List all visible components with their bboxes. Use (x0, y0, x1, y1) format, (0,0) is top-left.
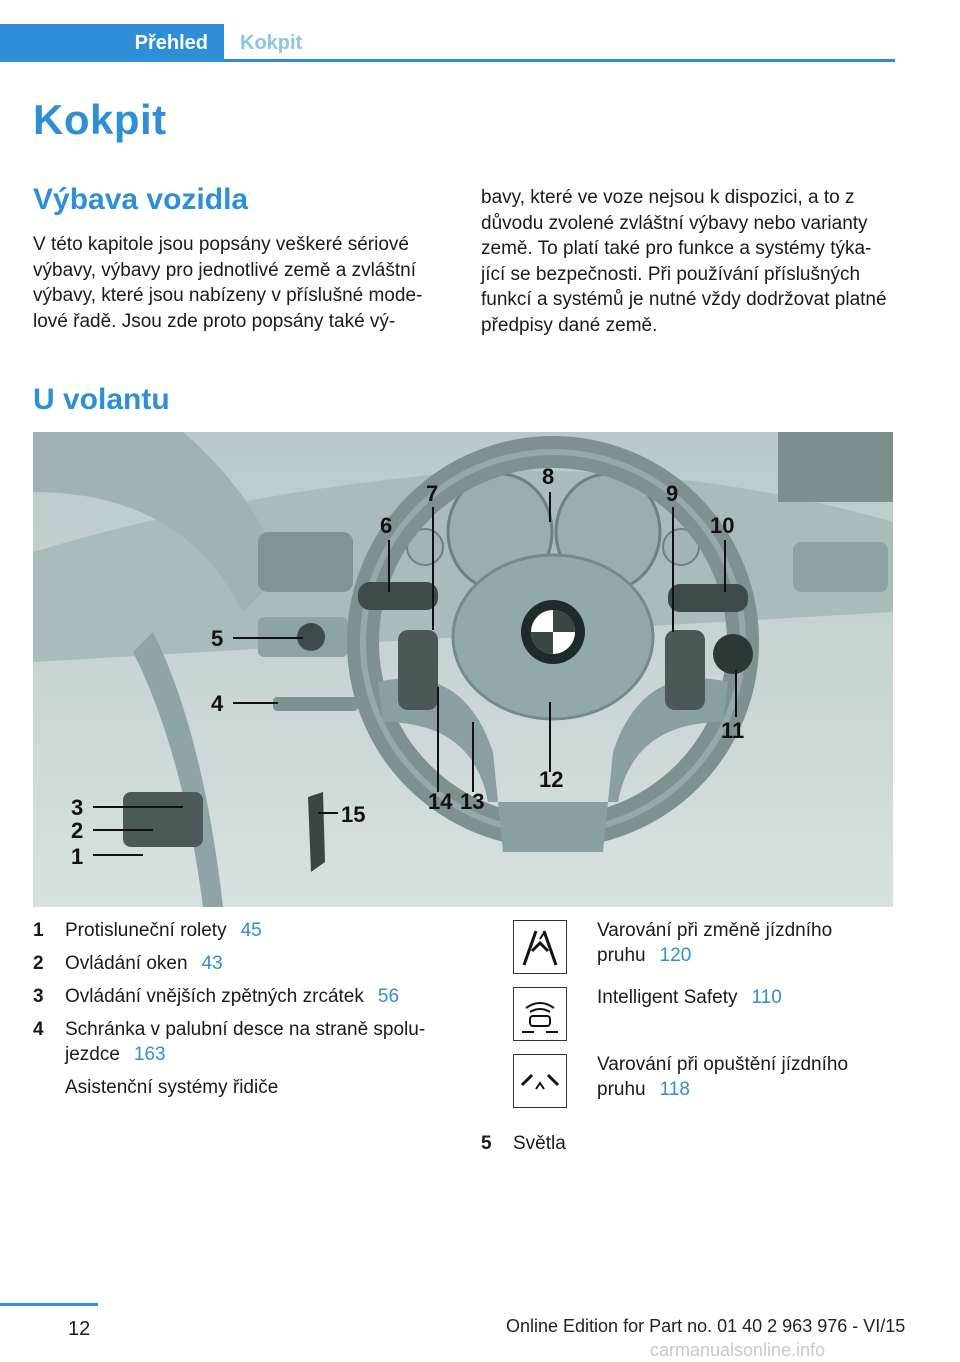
callout-7: 7 (426, 481, 439, 506)
lane-change-warning-icon (513, 920, 567, 974)
callout-11: 11 (721, 718, 745, 743)
page-title: Kokpit (33, 96, 167, 143)
callout-8: 8 (542, 464, 555, 489)
page-link[interactable]: 43 (201, 953, 223, 974)
list-item: Varování při opuštění jízdního pruhu 118 (481, 1052, 893, 1118)
page-link[interactable]: 163 (133, 1044, 166, 1065)
tab-overview[interactable]: Přehled (0, 24, 224, 62)
callout-15: 15 (341, 802, 366, 827)
paragraph-right: bavy, které ve voze nejsou k dispozici, a to z důvodu zvolené zvláštní výbavy nebo varianty země. To platí také pro funkce a systémy týka‐jící se bezpečnosti. Při používání příslušných funkcí a systémů je nutné vždy dodržovat platné předpisy dané země. (481, 187, 887, 336)
section-heading-equipment: Výbava vozidla (33, 183, 249, 216)
page-link[interactable]: 110 (751, 987, 782, 1008)
page-link[interactable]: 56 (377, 986, 400, 1007)
callout-6: 6 (380, 513, 393, 538)
callout-12: 12 (539, 767, 564, 792)
legend-left (33, 918, 453, 1100)
cockpit-illustration (33, 432, 893, 907)
page-link[interactable]: 118 (659, 1079, 690, 1100)
callout-9: 9 (666, 481, 679, 506)
callout-13: 13 (460, 789, 485, 814)
callout-1: 1 (71, 844, 84, 869)
header-tabs (0, 24, 895, 62)
header-divider (0, 59, 895, 62)
callout-10: 10 (710, 513, 735, 538)
tab-cockpit[interactable]: Kokpit (240, 32, 303, 54)
list-item: Intelligent Safety 110 (481, 985, 893, 1051)
list-item: 4 Schránka v palubní desce na straně spolu‐jezdce 163 (33, 1019, 426, 1065)
list-item: 5 Světla (481, 1133, 566, 1154)
list-item: Varování při změně jízdního pruhu 120 (481, 918, 893, 984)
list-item: 3 Ovládání vnějších zpětných zrcátek 56 (33, 986, 400, 1007)
driver-assistance-label: Asistenční systémy řidiče (65, 1077, 279, 1098)
section-heading-steering: U volantu (33, 383, 170, 416)
page-link[interactable]: 45 (240, 920, 262, 941)
callout-3: 3 (71, 795, 84, 820)
footer-divider (0, 1303, 98, 1306)
page-number: 12 (68, 1318, 91, 1340)
lane-departure-warning-icon (513, 1054, 567, 1108)
legend-right (481, 918, 893, 1154)
edition-text: Online Edition for Part no. 01 40 2 963 976 - VI/15 (506, 1316, 906, 1336)
paragraph-left: V této kapitole jsou popsány veškeré sériové výbavy, výbavy pro jednotlivé země a zvláštní výbavy, které jsou nabízeny v příslušné modelové řadě. Jsou zde proto popsány také vý‐ (33, 234, 423, 332)
intelligent-safety-icon (513, 987, 567, 1041)
callout-14: 14 (428, 789, 453, 814)
watermark: carmanualsonline.info (650, 1340, 826, 1360)
list-item: 1 Protisluneční rolety 45 (33, 920, 262, 941)
page-link[interactable]: 120 (659, 945, 692, 966)
list-item: 2 Ovládání oken 43 (33, 953, 223, 974)
callout-2: 2 (71, 818, 84, 843)
callout-5: 5 (211, 626, 224, 651)
callout-4: 4 (211, 691, 224, 716)
